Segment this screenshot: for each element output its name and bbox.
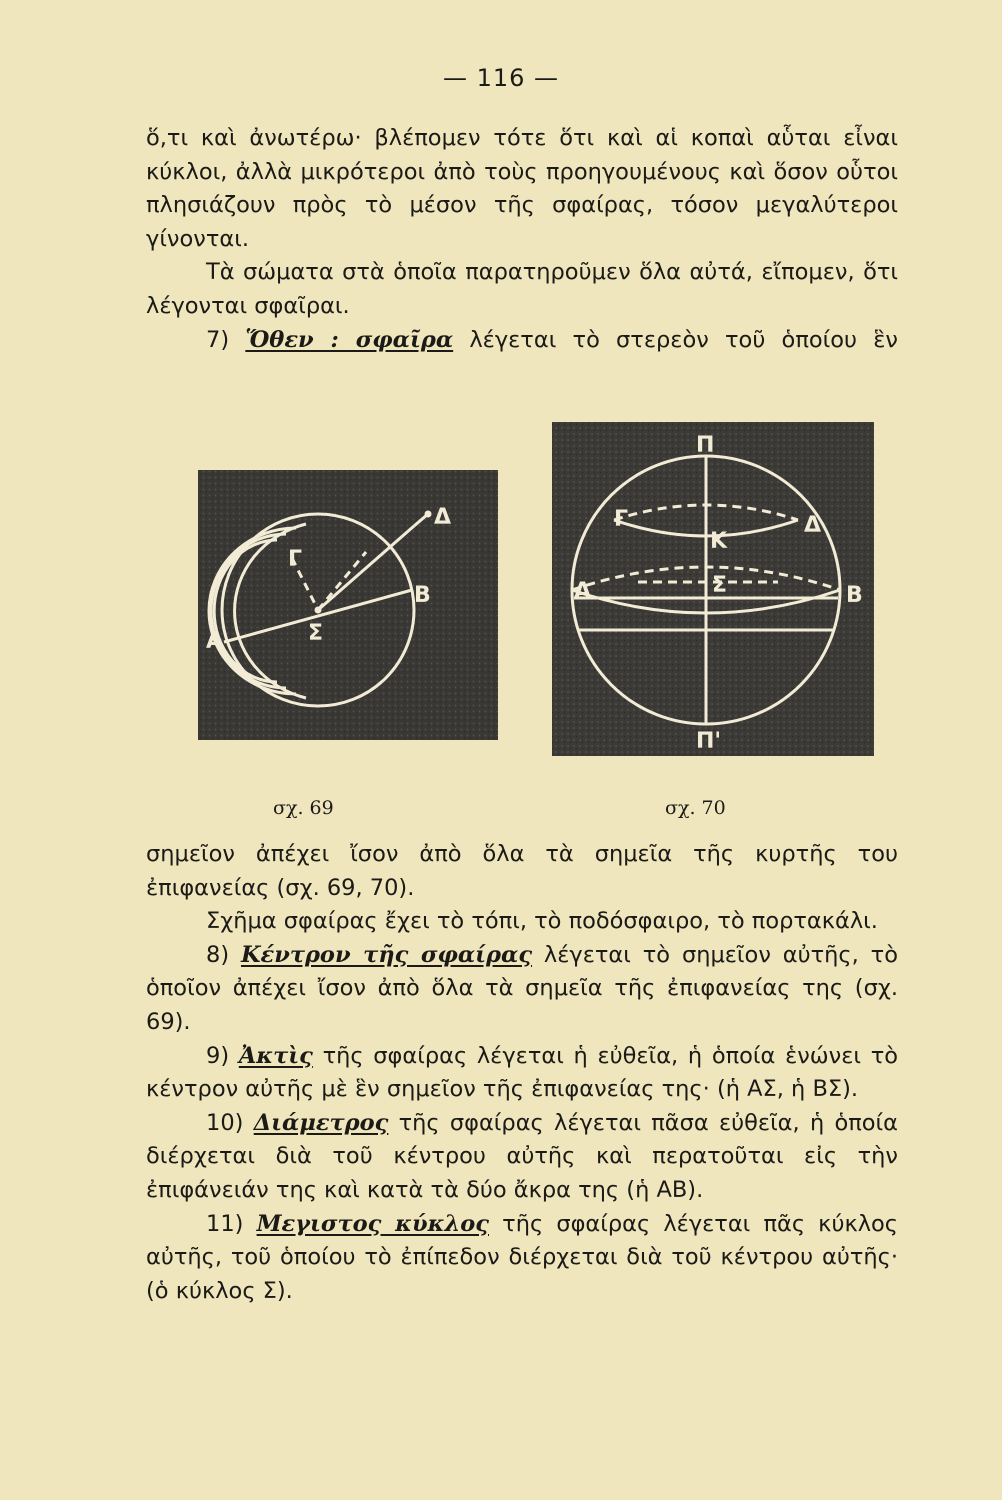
item-number: 11) bbox=[206, 1210, 257, 1237]
bottom-text-block bbox=[146, 838, 898, 1308]
center-point bbox=[315, 607, 322, 614]
paragraph-definition-center bbox=[146, 939, 898, 1040]
label-gamma: Γ bbox=[288, 547, 303, 572]
definition-text: λέγεται τὸ στερεὸν τοῦ ὁποίου ἓν bbox=[453, 326, 898, 353]
paragraph-definition-great-circle bbox=[146, 1208, 898, 1309]
term-great-circle: Μεγιστος κύκλος bbox=[256, 1210, 489, 1237]
figure-69 bbox=[178, 440, 508, 740]
label-kappa: Κ bbox=[710, 529, 728, 554]
term-diameter: Διάμετρος bbox=[253, 1109, 389, 1136]
definition-text: τῆς σφαίρας λέγεται ἡ εὐθεῖα, ἡ ὁποία ἑνώνει τὸ κέντρον αὐτῆς μὲ ἓν σημεῖον τῆς ἐπιφανείας της· (ἡ ΑΣ, ἡ ΒΣ). bbox=[146, 1042, 899, 1103]
figure-69-caption: σχ. 69 bbox=[273, 797, 334, 819]
top-text-block bbox=[146, 122, 898, 357]
item-number: 9) bbox=[206, 1042, 239, 1069]
label-pi-prime: Π' bbox=[696, 729, 722, 754]
item-number: 8) bbox=[206, 941, 241, 968]
definition-text: τῆς σφαίρας λέγεται πᾶς κύκλος αὐτῆς, τοῦ ὁποίου τὸ ἐπίπεδον διέρχεται διὰ τοῦ κέντρου αὐτῆς· (ὁ κύκλος Σ). bbox=[146, 1210, 899, 1304]
paragraph-spheres: Τὰ σώματα στὰ ὁποῖα παρατηροῦμεν ὅλα αὐτά, εἴπομεν, ὅτι λέγονται σφαῖραι. bbox=[146, 259, 898, 319]
term-center: Κέντρον τῆς σφαίρας bbox=[240, 941, 533, 968]
item-number: 7) bbox=[206, 326, 246, 353]
paragraph-examples: Σχῆμα σφαίρας ἔχει τὸ τόπι, τὸ ποδόσφαιρο, τὸ πορτακάλι. bbox=[206, 908, 878, 935]
label-alpha: Α bbox=[206, 629, 224, 654]
figure-70 bbox=[548, 402, 884, 780]
paragraph-definition-sphere bbox=[146, 324, 898, 358]
paragraph-equidistant: σημεῖον ἀπέχει ἴσον ἀπὸ ὅλα τὰ σημεῖα τῆς κυρτῆς του ἐπιφανείας (σχ. 69, 70). bbox=[146, 841, 898, 901]
figure-69-background bbox=[198, 470, 498, 740]
external-point bbox=[425, 511, 432, 518]
term-radius: Ἀκτὶς bbox=[238, 1042, 313, 1069]
label-beta: Β bbox=[414, 583, 431, 608]
label-delta: Δ bbox=[804, 513, 822, 538]
definition-text: λέγεται τὸ σημεῖον αὐτῆς, τὸ ὁποῖον ἀπέχει ἴσον ἀπὸ ὅλα τὰ σημεῖα τῆς ἐπιφανείας της (σχ. 69). bbox=[146, 941, 898, 1035]
item-number: 10) bbox=[206, 1109, 254, 1136]
label-beta: Β bbox=[846, 583, 863, 608]
label-gamma: Γ bbox=[614, 507, 629, 532]
term-sphere: Ὅθεν : σφαῖρα bbox=[245, 326, 454, 353]
paragraph-definition-radius bbox=[146, 1040, 898, 1107]
label-alpha: Α bbox=[574, 579, 592, 604]
figure-70-caption: σχ. 70 bbox=[665, 797, 726, 819]
label-sigma: Σ bbox=[712, 573, 728, 598]
definition-text: τῆς σφαίρας λέγεται πᾶσα εὐθεῖα, ἡ ὁποία διέρχεται διὰ τοῦ κέντρου αὐτῆς καὶ περατοῦται εἰς τὴν ἐπιφάνειάν της καὶ κατὰ τὰ δύο ἄκρα της (ἡ ΑΒ). bbox=[146, 1109, 898, 1203]
page-number: — 116 — bbox=[442, 64, 560, 92]
label-sigma: Σ bbox=[308, 621, 324, 646]
paragraph-sections-are-circles: ὅ,τι καὶ ἀνωτέρω· βλέπομεν τότε ὅτι καὶ αἱ κοπαὶ αὗται εἶναι κύκλοι, ἀλλὰ μικρότεροι ἀπὸ τοὺς προηγουμένους καὶ ὅσον οὗτοι πλησιάζουν πρὸς τὸ μέσον τῆς σφαίρας, τόσον μεγαλύτεροι γίνονται. bbox=[146, 125, 898, 252]
label-delta: Δ bbox=[434, 505, 452, 530]
label-pi: Π bbox=[696, 433, 715, 458]
paragraph-definition-diameter bbox=[146, 1107, 898, 1208]
